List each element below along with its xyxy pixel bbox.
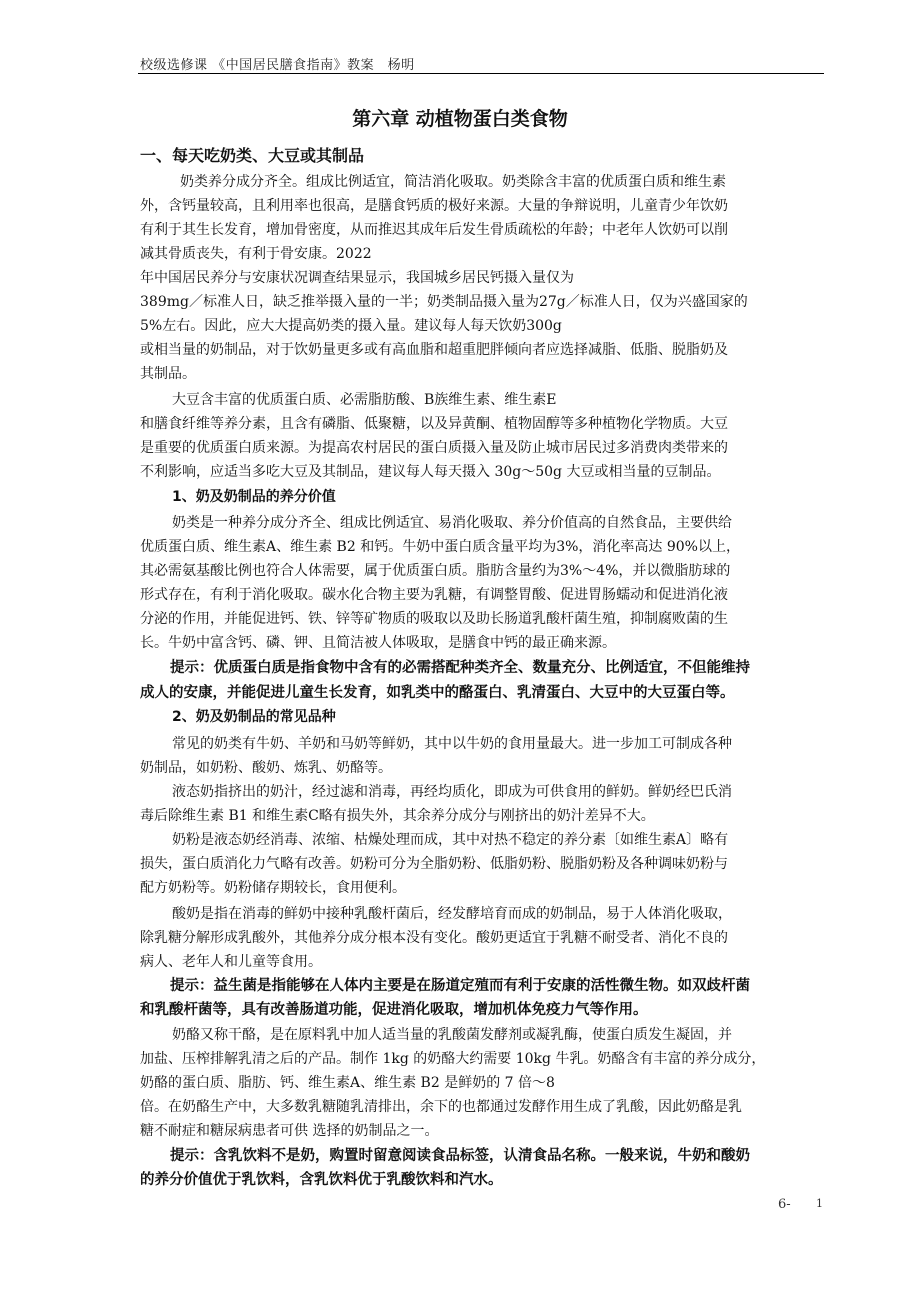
header-divider [138,73,824,74]
paragraph-line: 加盐、压榨排解乳清之后的产品。制作 1kg 的奶酪大约需要 10kg 牛乳。奶酪含有丰富的养分成分， [140,1051,766,1067]
paragraph-line: 奶制品，如奶粉、酸奶、炼乳、奶酪等。 [140,760,392,776]
paragraph-line: 或相当量的奶制品，对于饮奶量更多或有高血脂和超重肥胖倾向者应选择减脂、低脂、脱脂奶及 [140,342,728,358]
paragraph-line: 配方奶粉等。奶粉储存期较长，食用便利。 [140,880,406,896]
page-number: 1 [816,1197,823,1210]
paragraph-line: 奶类是一种养分成分齐全、组成比例适宜、易消化吸取、养分价值高的自然食品，主要供给 [172,515,732,531]
paragraph-line: 389mg／标准人日，缺乏推举摄入量的一半；奶类制品摄入量为27g／标准人日，仅为兴盛国家的 [140,294,748,310]
paragraph-line: 奶酪又称干酪，是在原料乳中加人适当量的乳酸菌发酵剂或凝乳酶，使蛋白质发生凝固，并 [172,1027,732,1043]
paragraph-line: 糖不耐症和糖尿病患者可供 选择的奶制品之一。 [140,1123,439,1139]
paragraph-line: 奶粉是液态奶经消毒、浓缩、枯燥处理而成，其中对热不稳定的养分素〔如维生素A〕略有 [172,832,729,848]
page-label: 6- [778,1197,791,1212]
paragraph-line: 和膳食纤维等养分素，且含有磷脂、低聚糖，以及异黄酮、植物固醇等多种植物化学物质。大豆 [140,416,728,432]
tip-line: 提示：含乳饮料不是奶，购置时留意阅读食品标签，认清食品名称。一般来说，牛奶和酸奶 [170,1148,750,1164]
chapter-title: 第六章 动植物蛋白类食物 [352,108,568,130]
paragraph-line: 奶类养分成分齐全。组成比例适宜，简洁消化吸取。奶类除含丰富的优质蛋白质和维生素 [180,174,726,190]
paragraph-line: 外，含钙量较高，且利用率也很高，是膳食钙质的极好来源。大量的争辩说明，儿童青少年饮奶 [140,198,728,214]
paragraph-line: 其制品。 [140,366,196,382]
paragraph-line: 分泌的作用，并能促进钙、铁、锌等矿物质的吸取以及助长肠道乳酸杆菌生殖，抑制腐败菌的生 [140,611,728,627]
paragraph-line: 病人、老年人和儿童等食用。 [140,954,322,970]
subsection-heading: 2、奶及奶制品的常见品种 [172,709,336,725]
paragraph-line: 毒后除维生素 B1 和维生素C略有损失外，其余养分成分与刚挤出的奶汁差异不大。 [140,808,655,824]
paragraph-line: 损失，蛋白质消化力气略有改善。奶粉可分为全脂奶粉、低脂奶粉、脱脂奶粉及各种调味奶粉与 [140,856,728,872]
tip-line: 提示：益生菌是指能够在人体内主要是在肠道定殖而有利于安康的活性微生物。如双歧杆菌 [170,978,750,994]
paragraph-line: 大豆含丰富的优质蛋白质、必需脂肪酸、B族维生素、维生素E [172,392,557,408]
paragraph-line: 有利于其生长发育，增加骨密度，从而推迟其成年后发生骨质疏松的年龄；中老年人饮奶可以削 [140,222,728,238]
paragraph-line: 倍。在奶酪生产中，大多数乳糖随乳清排出，余下的也都通过发酵作用生成了乳酸，因此奶酪是乳 [140,1099,742,1115]
paragraph-line: 奶酪的蛋白质、脂肪、钙、维生素A、维生素 B2 是鲜奶的 7 倍～8 [140,1075,555,1091]
paragraph-line: 形式存在，有利于消化吸取。碳水化合物主要为乳糖，有调整胃酸、促进胃肠蠕动和促进消化液 [140,587,728,603]
paragraph-line: 不利影响，应适当多吃大豆及其制品，建议每人每天摄入 30g～50g 大豆或相当量的豆制品。 [140,464,721,480]
subsection-heading: 1、奶及奶制品的养分价值 [172,489,336,505]
paragraph-line: 除乳糖分解形成乳酸外，其他养分成分根本没有变化。酸奶更适宜于乳糖不耐受者、消化不良的 [140,930,728,946]
tip-line: 的养分价值优于乳饮料，含乳饮料优于乳酸饮料和汽水。 [140,1172,503,1188]
paragraph-line: 长。牛奶中富含钙、磷、钾、且简洁被人体吸取，是膳食中钙的最正确来源。 [140,635,616,651]
paragraph-line: 液态奶指挤出的奶汁，经过滤和消毒，再经均质化，即成为可供食用的鲜奶。鲜奶经巴氏消 [172,784,732,800]
tip-line: 和乳酸杆菌等，具有改善肠道功能，促进消化吸取，增加机体免疫力气等作用。 [140,1002,648,1018]
paragraph-line: 其必需氨基酸比例也符合人体需要，属于优质蛋白质。脂肪含量约为3%～4%，并以微脂肪球的 [140,563,731,579]
section-heading: 一、每天吃奶类、大豆或其制品 [140,146,365,165]
paragraph-line: 优质蛋白质、维生素A、维生素 B2 和钙。牛奶中蛋白质含量平均为3%，消化率高达 90%以上， [140,539,740,555]
paragraph-line: 常见的奶类有牛奶、羊奶和马奶等鲜奶，其中以牛奶的食用量最大。进一步加工可制成各种 [172,736,732,752]
tip-line: 成人的安康，并能促进儿童生长发育，如乳类中的酪蛋白、乳清蛋白、大豆中的大豆蛋白等。 [140,685,735,701]
paragraph-line: 减其骨质丧失，有利于骨安康。2022 [140,246,372,262]
paragraph-line: 酸奶是指在消毒的鲜奶中接种乳酸杆菌后，经发酵培育而成的奶制品，易于人体消化吸取， [172,906,732,922]
tip-line: 提示：优质蛋白质是指食物中含有的必需搭配种类齐全、数量充分、比例适宜，不但能维持 [170,660,750,676]
paragraph-line: 5%左右。因此，应大大提高奶类的摄入量。建议每人每天饮奶300g [140,318,562,334]
paragraph-line: 是重要的优质蛋白质来源。为提高农村居民的蛋白质摄入量及防止城市居民过多消费肉类带来的 [140,440,728,456]
paragraph-line: 年中国居民养分与安康状况调查结果显示，我国城乡居民钙摄入量仅为 [140,270,574,286]
page-header: 校级选修课 《中国居民膳食指南》教案 杨明 [140,58,415,73]
